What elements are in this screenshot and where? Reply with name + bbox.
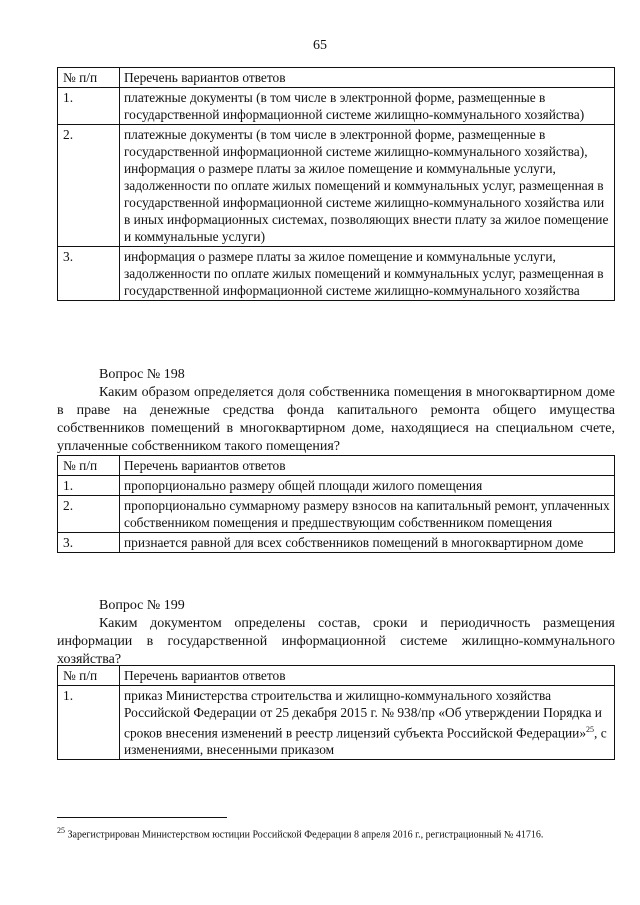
table-header-row [58,666,615,686]
header-text: Перечень вариантов ответов [120,68,615,88]
question-title: Вопрос № 199 [99,598,185,613]
footnote-separator [57,817,227,818]
row-text-main: приказ Министерства строительства и жилищно-коммунального хозяйства Российской Федерации от 25 декабря 2015 г. № 938/пр «Об утверждении Порядка и сроков внесения изменений в реестр лицензий субъекта Российской Федерации» [124,688,602,741]
table-header-row [58,456,615,476]
row-text: информация о размере платы за жилое помещение и коммунальные услуги, задолженности по оплате жилых помещений и коммунальных услуг, размещенная в государственной информационной системе жилищно-коммунального хозяйства [120,247,615,301]
header-num: № п/п [58,666,120,686]
answers-table-prev [57,67,615,301]
header-num: № п/п [58,68,120,88]
row-num: 1. [58,476,120,496]
table-header-row [58,68,615,88]
footnote-mark: 25 [57,826,65,835]
row-text: пропорционально суммарному размеру взносов на капитальный ремонт, уплаченных собственником помещения и предшествующим собственником помещения [120,496,615,533]
row-text [120,686,615,760]
table-row [58,247,615,301]
answers-table-198 [57,455,615,553]
table-row [58,88,615,125]
row-num: 1. [58,686,120,760]
question-199 [57,597,615,669]
footnote [57,824,615,842]
table-row [58,686,615,760]
table-row [58,533,615,553]
row-text: платежные документы (в том числе в электронной форме, размещенные в государственной информационной системе жилищно-коммунального хозяйства) [120,88,615,125]
question-text: Каким документом определены состав, сроки и периодичность размещения информации в государственной информационной системе жилищно-коммунального хозяйства? [57,616,615,667]
footnote-text: Зарегистрирован Министерством юстиции Российской Федерации 8 апреля 2016 г., регистрационный № 41716. [67,829,544,841]
header-text: Перечень вариантов ответов [120,456,615,476]
question-text: Каким образом определяется доля собственника помещения в многоквартирном доме в праве на денежные средства фонда капитального ремонта общего имущества собственников помещений в многоквартирном доме, находящиеся на специальном счете, уплаченные собственником такого помещения? [57,385,615,454]
row-num: 2. [58,496,120,533]
footnote-ref: 25 [586,725,595,734]
header-num: № п/п [58,456,120,476]
row-text: признается равной для всех собственников помещений в многоквартирном доме [120,533,615,553]
page-number: 65 [313,38,327,53]
row-num: 3. [58,247,120,301]
header-text: Перечень вариантов ответов [120,666,615,686]
row-text: пропорционально размеру общей площади жилого помещения [120,476,615,496]
row-num: 3. [58,533,120,553]
question-198 [57,366,615,456]
row-num: 2. [58,125,120,247]
answers-table-199 [57,665,615,760]
row-text: платежные документы (в том числе в электронной форме, размещенные в государственной информационной системе жилищно-коммунального хозяйства), информация о размере платы за жилое помещение и коммунальные услуги, задолженности по оплате жилых помещений и коммунальных услуг, размещенная в государственной информационной системе жилищно-коммунального хозяйства или в иных информационных системах, позволяющих внести плату за жилое помещение и коммунальные услуги) [120,125,615,247]
row-num: 1. [58,88,120,125]
table-row [58,496,615,533]
table-row [58,476,615,496]
question-title: Вопрос № 198 [99,367,185,382]
row-text-tail: , с изменениями, внесенными приказом [124,725,607,758]
table-row [58,125,615,247]
